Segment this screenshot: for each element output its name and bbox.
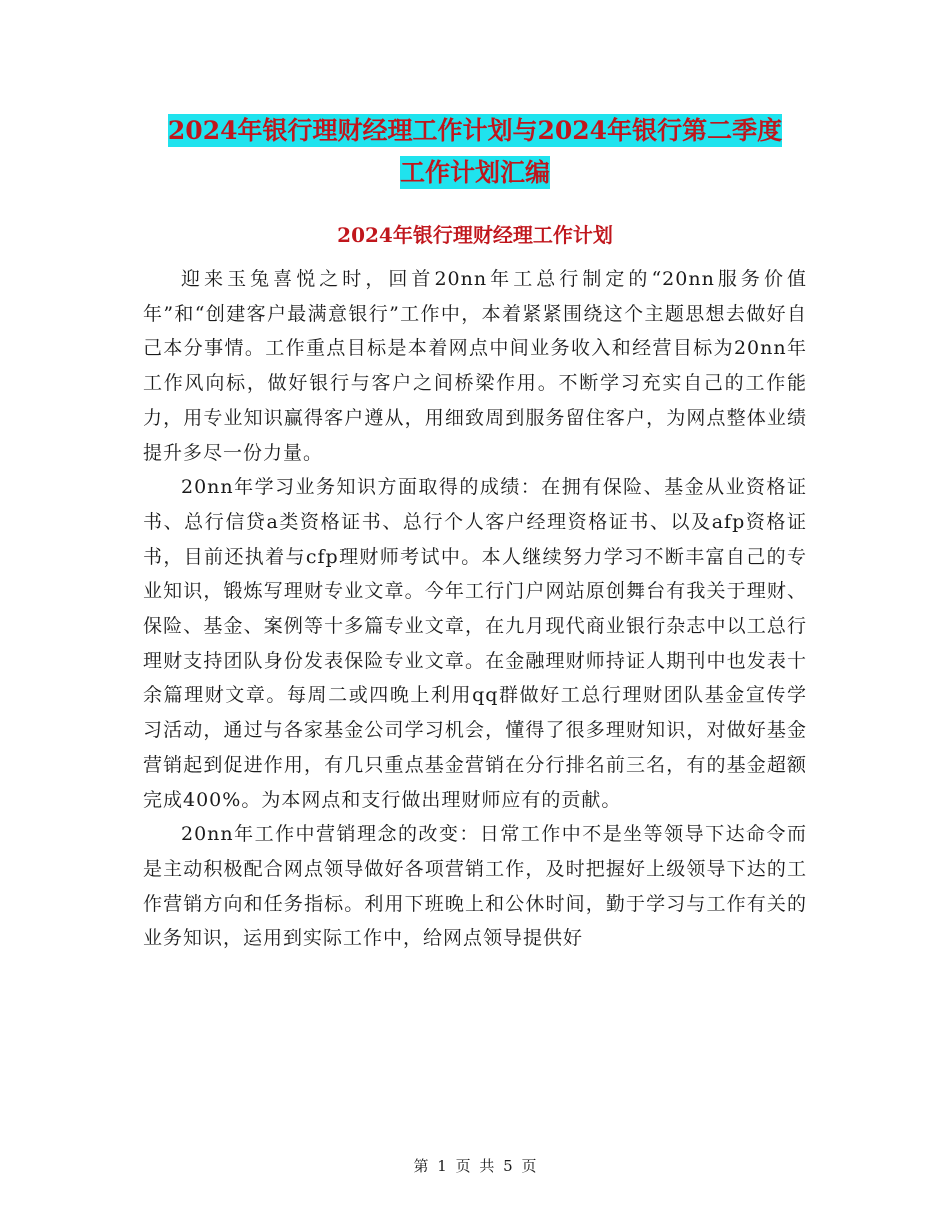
paragraph: 20nn年工作中营销理念的改变：日常工作中不是坐等领导下达命令而是主动积极配合网点领导做好各项营销工作，及时把握好上级领导下达的工作营销方向和任务指标。利用下班晚上和公休时间，勤于学习与工作有关的业务知识，运用到实际工作中，给网点领导提供好 [143,823,807,950]
document-title-line-2: 工作计划汇编 [399,158,550,187]
paragraph: 迎来玉兔喜悦之时，回首20nn年工总行制定的“20nn服务价值年”和“创建客户最满意银行”工作中，本着紧紧围绕这个主题思想去做好自己本分事情。工作重点目标是本着网点中间业务收入和经营目标为20nn年工作风向标，做好银行与客户之间桥梁作用。不断学习充实自己的工作能力，用专业知识赢得客户遵从，用细致周到服务留住客户，为网点整体业绩提升多尽一份力量。 [143,268,807,464]
body-text [143,262,807,956]
paragraph: 20nn年学习业务知识方面取得的成绩：在拥有保险、基金从业资格证书、总行信贷a类资格证书、总行个人客户经理资格证书、以及afp资格证书，目前还执着与cfp理财师考试中。本人继续努力学习不断丰富自己的专业知识，锻炼写理财专业文章。今年工行门户网站原创舞台有我关于理财、保险、基金、案例等十多篇专业文章，在九月现代商业银行杂志中以工总行理财支持团队身份发表保险专业文章。在金融理财师持证人期刊中也发表十余篇理财文章。每周二或四晚上利用qq群做好工总行理财团队基金宣传学习活动，通过与各家基金公司学习机会，懂得了很多理财知识，对做好基金营销起到促进作用，有几只重点基金营销在分行排名前三名，有的基金超额完成400%。为本网点和支行做出理财师应有的贡献。 [143,476,807,811]
document-title-line-1: 2024年银行理财经理工作计划与2024年银行第二季度 [167,116,783,145]
page-footer: 第 1 页 共 5 页 [413,1157,537,1175]
section-title: 2024年银行理财经理工作计划 [337,223,613,247]
document-title [0,110,950,194]
